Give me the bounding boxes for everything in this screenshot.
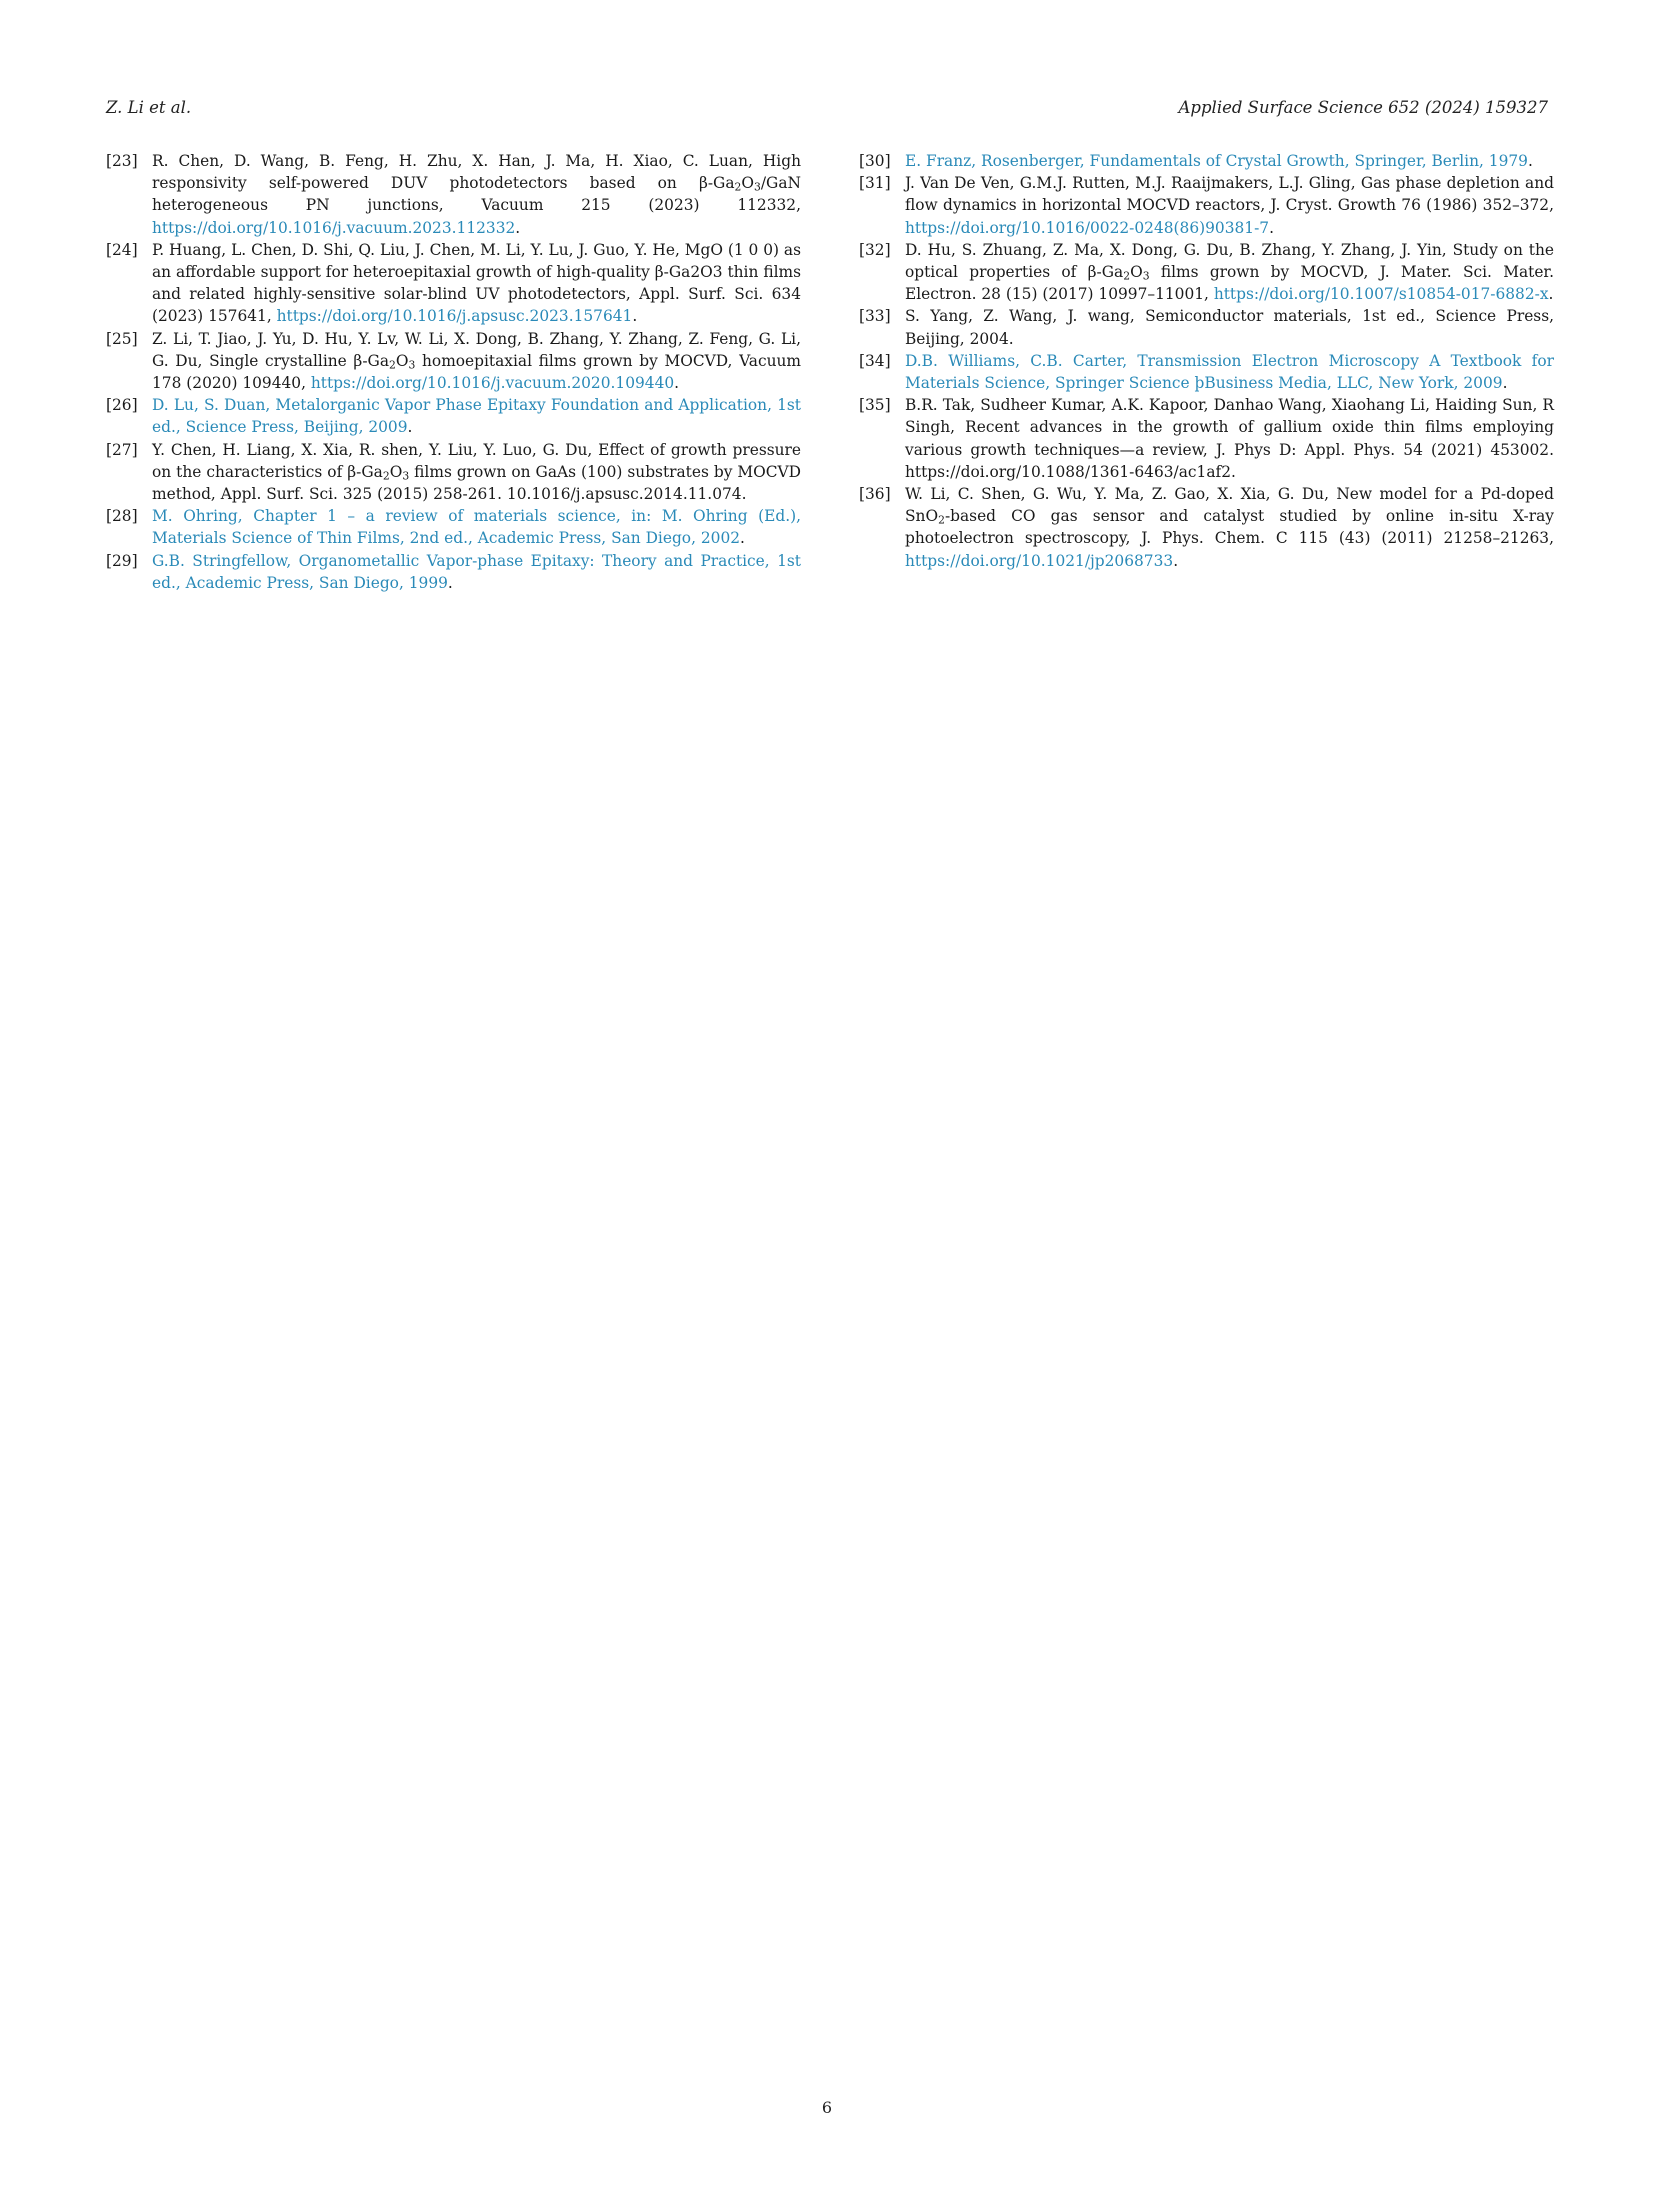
- doi-link[interactable]: https://doi.org/10.1016/j.vacuum.2020.109440: [310, 374, 675, 393]
- reference-item: [34] D.B. Williams, C.B. Carter, Transmission Electron Microscopy A Textbook for Materials Science, Springer Science þBusiness Media, LLC, New York, 2009.: [859, 351, 1554, 393]
- reference-number: [29]: [106, 551, 138, 570]
- reference-item: [28] M. Ohring, Chapter 1 – a review of materials science, in: M. Ohring (Ed.), Materials Science of Thin Films, 2nd ed., Academic Press, San Diego, 2002.: [106, 507, 801, 548]
- doi-link[interactable]: https://doi.org/10.1016/j.vacuum.2023.112332: [152, 218, 516, 237]
- reference-number: [33]: [859, 307, 891, 326]
- reference-number: [27]: [106, 440, 138, 459]
- page-number: 6: [821, 2098, 833, 2117]
- reference-item: [30] E. Franz, Rosenberger, Fundamentals of Crystal Growth, Springer, Berlin, 1979.: [859, 150, 1554, 172]
- reference-link[interactable]: G.B. Stringfellow, Organometallic Vapor-phase Epitaxy: Theory and Practice, 1st ed., Academic Press, San Diego, 1999: [152, 551, 801, 592]
- reference-link[interactable]: D. Lu, S. Duan, Metalorganic Vapor Phase Epitaxy Foundation and Application, 1st ed., Science Press, Beijing, 2009: [152, 396, 801, 437]
- reference-number: [28]: [106, 507, 138, 526]
- reference-item: [27] Y. Chen, H. Liang, X. Xia, R. shen, Y. Liu, Y. Luo, G. Du, Effect of growth pressure on the characteristics of $\beta-Ga_2O_3$ films grown on GaAs (100) substrates by MOCVD method, Appl. Surf. Sci. 325 (2015) 258-261. 10.1016/j.apsusc.2014.11.074.: [106, 440, 801, 504]
- running-head-authors: Z. Li et al.: [106, 98, 192, 117]
- reference-link[interactable]: D.B. Williams, C.B. Carter, Transmission Electron Microscopy A Textbook for Materials Science, Springer Science þBusiness Media, LLC, New York, 2009: [905, 351, 1554, 393]
- reference-number: [23]: [106, 152, 138, 170]
- reference-number: [24]: [106, 240, 138, 259]
- references-right-column: [859, 150, 1554, 572]
- reference-number: [35]: [859, 396, 891, 415]
- reference-number: [32]: [859, 240, 891, 259]
- reference-item: [36] W. Li, C. Shen, G. Wu, Y. Ma, Z. Gao, X. Xia, G. Du, New model for a Pd-doped SnO$_2$-based CO gas sensor and catalyst studied by online in-situ X-ray photoelectron spectroscopy, J. Phys. Chem. C 115 (43) (2011) 21258–21263, https://doi.org/10.1021/jp2068733.: [859, 485, 1554, 570]
- reference-item: [35] B.R. Tak, Sudheer Kumar, A.K. Kapoor, Danhao Wang, Xiaohang Li, Haiding Sun, R Singh, Recent advances in the growth of gallium oxide thin films employing various growth techniques—a review, J. Phys D: Appl. Phys. 54 (2021) 453002. https://doi.org/10.1088/1361-6463/ac1af2.: [859, 396, 1554, 481]
- doi-link[interactable]: https://doi.org/10.1007/s10854-017-6882-x: [1213, 285, 1549, 304]
- reference-item: [29] G.B. Stringfellow, Organometallic Vapor-phase Epitaxy: Theory and Practice, 1st ed., Academic Press, San Diego, 1999.: [106, 551, 801, 592]
- reference-number: [30]: [859, 152, 891, 170]
- doi-link[interactable]: https://doi.org/10.1021/jp2068733: [905, 551, 1174, 570]
- reference-item: [33] S. Yang, Z. Wang, J. wang, Semiconductor materials, 1st ed., Science Press, Beijing, 2004.: [859, 307, 1554, 348]
- reference-item: [24] P. Huang, L. Chen, D. Shi, Q. Liu, J. Chen, M. Li, Y. Lu, J. Guo, Y. He, MgO (1 0 0) as an affordable support for heteroepitaxial growth of high-quality β-Ga2O3 thin films and related highly-sensitive solar-blind UV photodetectors, Appl. Surf. Sci. 634 (2023) 157641, https://doi.org/10.1016/j.apsusc.2023.157641.: [106, 240, 801, 326]
- reference-item: [32] D. Hu, S. Zhuang, Z. Ma, X. Dong, G. Du, B. Zhang, Y. Zhang, J. Yin, Study on the optical properties of $\beta-Ga_2O_3$ films grown by MOCVD, J. Mater. Sci. Mater. Electron. 28 (15) (2017) 10997–11001, https://doi.org/10.1007/s10854-017-6882-x.: [859, 240, 1554, 304]
- reference-item: [23] R. Chen, D. Wang, B. Feng, H. Zhu, X. Han, J. Ma, H. Xiao, C. Luan, High responsivity self-powered DUV photodetectors based on $\beta-Ga_2O_3$/GaN heterogeneous PN junctions, Vacuum 215 (2023) 112332, https://doi.org/10.1016/j.vacuum.2023.112332.: [106, 152, 801, 237]
- reference-link[interactable]: E. Franz, Rosenberger, Fundamentals of Crystal Growth, Springer, Berlin, 1979: [905, 152, 1528, 170]
- running-head-journal: Applied Surface Science 652 (2024) 159327: [1178, 98, 1548, 117]
- reference-item: [26] D. Lu, S. Duan, Metalorganic Vapor Phase Epitaxy Foundation and Application, 1st ed., Science Press, Beijing, 2009.: [106, 396, 801, 437]
- reference-number: [34]: [859, 351, 891, 370]
- reference-item: [25] Z. Li, T. Jiao, J. Yu, D. Hu, Y. Lv, W. Li, X. Dong, B. Zhang, Y. Zhang, Z. Feng, G. Li, G. Du, Single crystalline $\beta-Ga_2O_3$ homoepitaxial films grown by MOCVD, Vacuum 178 (2020) 109440, https://doi.org/10.1016/j.vacuum.2020.109440.: [106, 329, 801, 393]
- references-left-column: [106, 150, 801, 594]
- reference-number: [31]: [859, 174, 891, 193]
- reference-item: [31] J. Van De Ven, G.M.J. Rutten, M.J. Raaijmakers, L.J. Gling, Gas phase depletion and flow dynamics in horizontal MOCVD reactors, J. Cryst. Growth 76 (1986) 352–372, https://doi.org/10.1016/0022-0248(86)90381-7.: [859, 174, 1554, 237]
- doi-link[interactable]: https://doi.org/10.1016/0022-0248(86)90381-7: [905, 218, 1270, 237]
- doi-link[interactable]: https://doi.org/10.1016/j.apsusc.2023.157641: [276, 307, 633, 326]
- reference-link[interactable]: M. Ohring, Chapter 1 – a review of materials science, in: M. Ohring (Ed.), Materials Science of Thin Films, 2nd ed., Academic Press, San Diego, 2002: [152, 507, 801, 548]
- reference-number: [25]: [106, 329, 138, 348]
- reference-number: [36]: [859, 485, 891, 504]
- reference-number: [26]: [106, 396, 138, 415]
